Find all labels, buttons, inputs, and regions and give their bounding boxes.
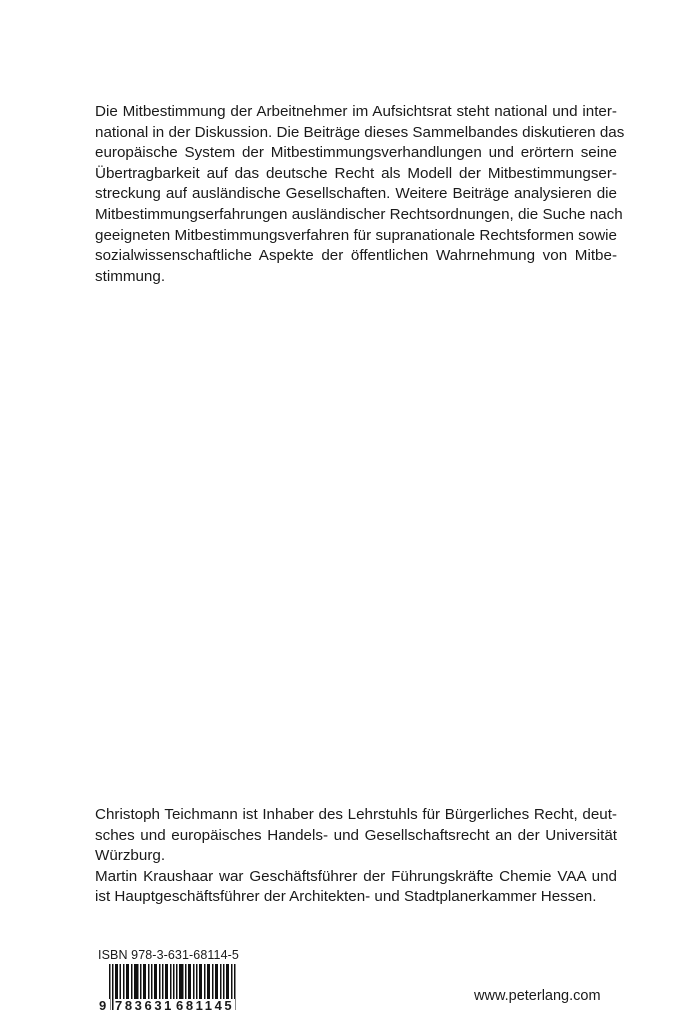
bio-line: Würzburg. xyxy=(95,847,166,865)
blurb-line: Mitbestimmungserfahrungen ausländischer Rechtsordnungen, die Suche nach xyxy=(95,205,623,223)
blurb-line: Die Mitbestimmung der Arbeitnehmer im Aufsichtsrat steht national und inter- xyxy=(95,103,617,120)
back-cover-blurb xyxy=(95,102,625,287)
barcode xyxy=(98,964,248,1013)
isbn-label: ISBN 978-3-631-68114-5 xyxy=(98,948,239,962)
blurb-line: stimmung. xyxy=(95,267,166,285)
bio-line: Christoph Teichmann ist Inhaber des Lehrstuhls für Bürgerliches Recht, deut- xyxy=(95,806,617,823)
blurb-line: streckung auf ausländische Gesellschaften. Weitere Beiträge analysieren die xyxy=(95,185,617,203)
blurb-line: Übertragbarkeit auf das deutsche Recht als Modell der Mitbestimmungser- xyxy=(95,164,617,182)
blurb-line: europäische System der Mitbestimmungsverhandlungen und erörtern seine xyxy=(95,144,617,162)
barcode-group-2: 681145 xyxy=(176,998,235,1013)
isbn-block xyxy=(98,948,248,1013)
bio-line: ist Hauptgeschäftsführer der Architekten- und Stadtplanerkammer Hessen. xyxy=(95,888,597,906)
blurb-line: geeigneten Mitbestimmungsverfahren für supranationale Rechtsformen sowie xyxy=(95,226,617,244)
bio-line: sches und europäisches Handels- und Gesellschaftsrecht an der Universität xyxy=(95,826,617,844)
barcode-first-digit: 9 xyxy=(99,998,109,1013)
author-bios xyxy=(95,805,617,908)
bio-line: Martin Kraushaar war Geschäftsführer der Führungskräfte Chemie VAA und xyxy=(95,867,617,885)
barcode-group-1: 783631 xyxy=(115,998,174,1013)
publisher-website: www.peterlang.com xyxy=(474,988,601,1004)
blurb-line: sozialwissenschaftliche Aspekte der öffentlichen Wahrnehmung von Mitbe- xyxy=(95,247,617,265)
blurb-line: national in der Diskussion. Die Beiträge dieses Sammelbandes diskutieren das xyxy=(95,123,625,141)
